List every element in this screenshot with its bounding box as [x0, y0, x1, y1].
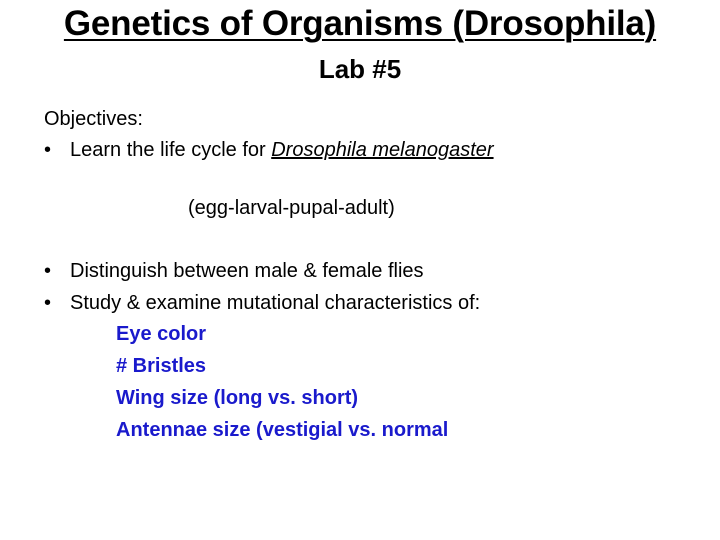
bullet-point-icon: •: [44, 292, 52, 314]
life-cycle-stages: (egg-larval-pupal-adult): [188, 197, 395, 219]
bullet-mutational-characteristics: Study & examine mutational characteristics of:: [70, 292, 481, 314]
characteristic-item: Wing size (long vs. short): [116, 387, 359, 409]
slide-subtitle: Lab #5: [318, 54, 402, 84]
objectives-label: Objectives:: [44, 108, 143, 130]
bullet-point-icon: •: [44, 139, 52, 161]
slide-title: Genetics of Organisms (Drosophila): [63, 4, 657, 43]
characteristic-item: Eye color: [116, 323, 207, 345]
characteristic-item: # Bristles: [116, 355, 207, 377]
bullet-distinguish-sex: Distinguish between male & female flies: [70, 260, 424, 282]
species-name: Drosophila melanogaster: [271, 139, 494, 161]
bullet-life-cycle-text: Learn the life cycle for: [70, 139, 272, 161]
bullet-point-icon: •: [44, 260, 52, 282]
characteristic-item: Antennae size (vestigial vs. normal: [116, 419, 449, 441]
bullet-life-cycle: [70, 137, 494, 163]
